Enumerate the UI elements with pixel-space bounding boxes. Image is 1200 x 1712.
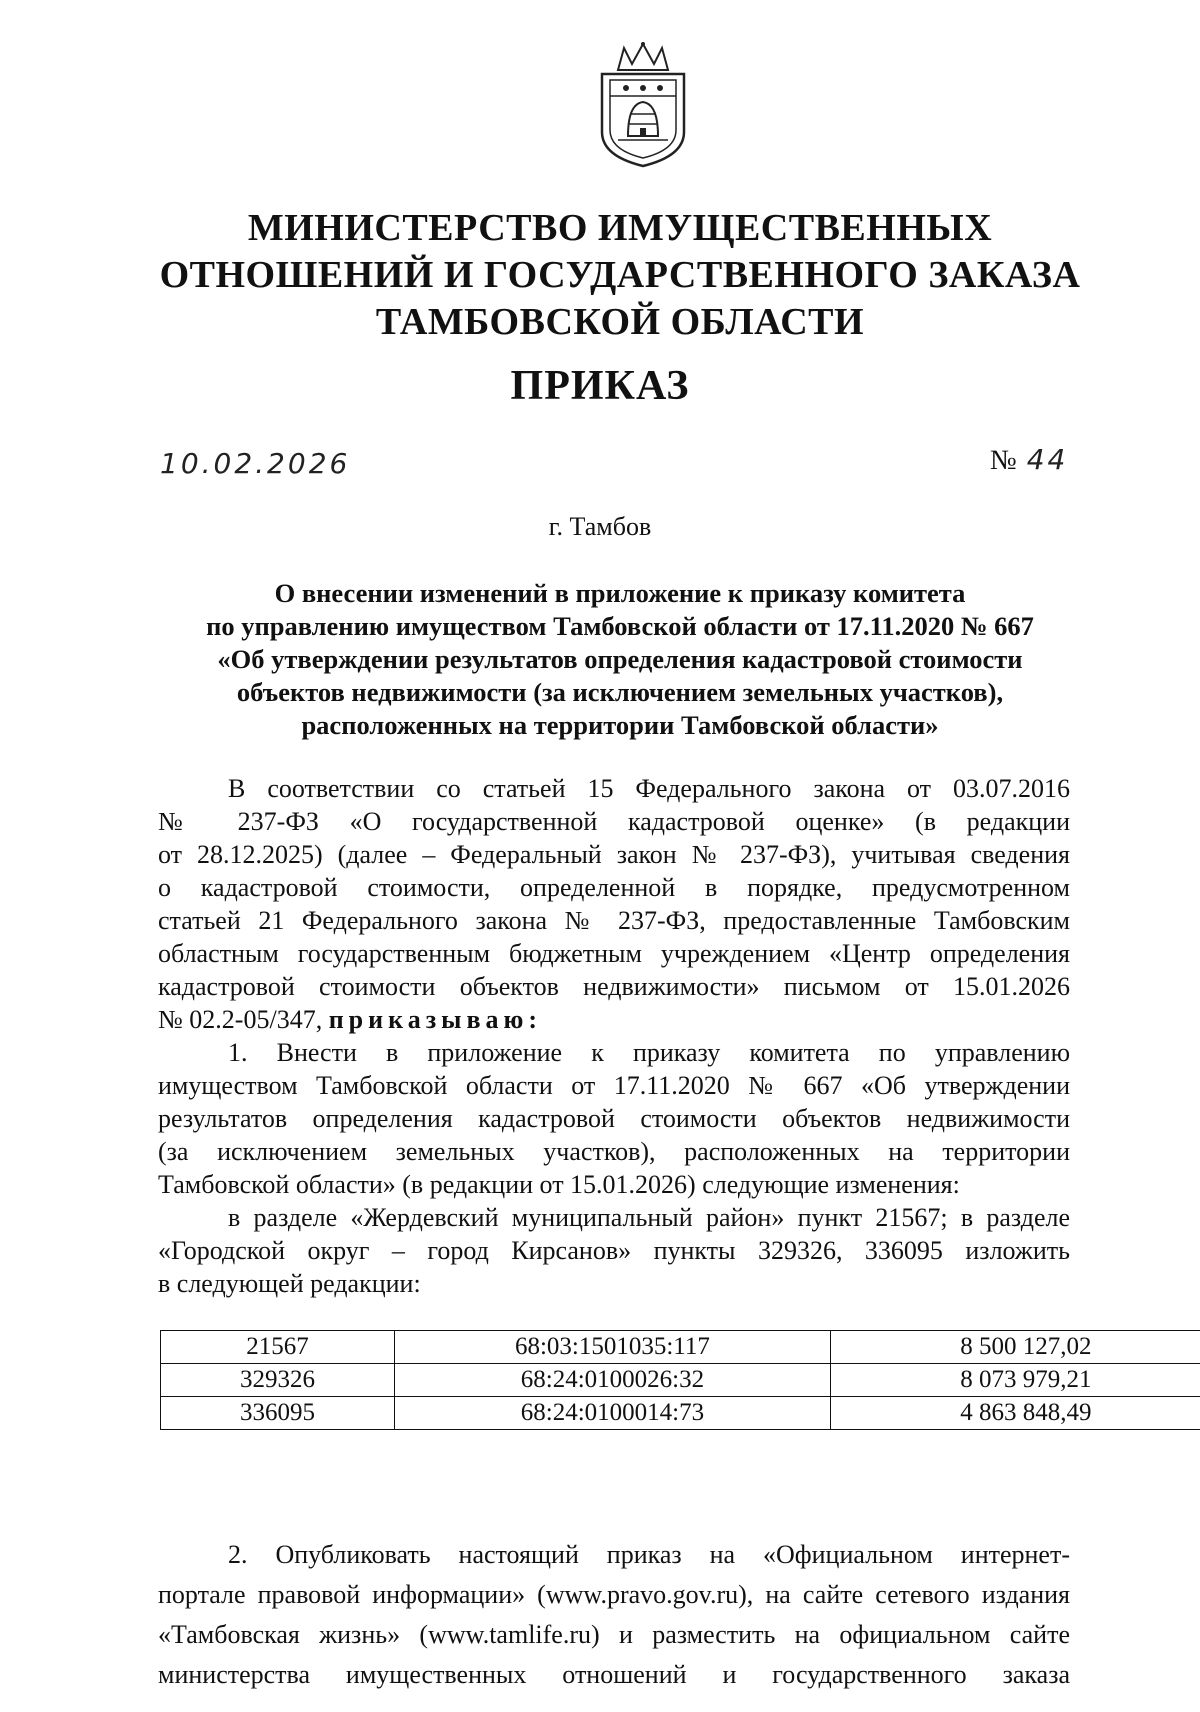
item1-line: (за исключением земельных участков), расположенных на территории [158,1137,1070,1166]
preamble-last-line [158,1003,1070,1036]
item1-sub-line: «Городской округ – город Кирсанов» пункты 329326, 336095 изложить [158,1236,1070,1265]
table-cell-cadastral-number: 68:24:0100014:73 [395,1397,831,1430]
table-cell-value: 8 073 979,21 [830,1364,1200,1397]
ministry-line: ОТНОШЕНИЙ И ГОСУДАРСТВЕННОГО ЗАКАЗА [159,254,1081,296]
item1-line: Тамбовской области» (в редакции от 15.01.2026) следующие изменения: [158,1170,960,1199]
ministry-name [150,205,1090,346]
preamble-line: о кадастровой стоимости, определенной в порядке, предусмотренном [158,873,1070,902]
number-sign: № [990,445,1017,476]
table-cell-item: 21567 [161,1331,395,1364]
subject-line: по управлению имуществом Тамбовской области от 17.11.2020 № 667 [206,611,1034,641]
table-row [161,1364,1200,1397]
subject-line: расположенных на территории Тамбовской области» [301,710,939,740]
ministry-line: МИНИСТЕРСТВО ИМУЩЕСТВЕННЫХ [247,207,993,249]
item1-line: 1. Внести в приложение к приказу комитета по управлению [228,1038,1070,1067]
order-subject [150,577,1090,742]
cadastral-value-table [160,1330,1200,1430]
item1-sub-line: в следующей редакции: [158,1269,421,1298]
coat-of-arms-emblem [588,40,698,170]
table-cell-cadastral-number: 68:03:1501035:117 [395,1331,831,1364]
document-type-title: ПРИКАЗ [510,363,690,409]
preamble-line: В соответствии со статьей 15 Федерального закона от 03.07.2016 [228,774,1070,803]
item1-line: имуществом Тамбовской области от 17.11.2020 № 667 «Об утверждении [158,1071,1070,1100]
handwritten-number: 44 [1026,443,1069,476]
ministry-line: ТАМБОВСКОЙ ОБЛАСТИ [375,301,865,343]
order-number [990,443,1068,477]
item1-sub-line: в разделе «Жердевский муниципальный район» пункт 21567; в разделе [228,1203,1070,1232]
table-cell-value: 8 500 127,02 [830,1331,1200,1364]
city-label: г. Тамбов [548,512,652,541]
item1-line: результатов определения кадастровой стоимости объектов недвижимости [158,1104,1070,1133]
preamble-line: областным государственным бюджетным учреждением «Центр определения [158,939,1070,968]
table-cell-value: 4 863 848,49 [830,1397,1200,1430]
subject-line: объектов недвижимости (за исключением земельных участков), [236,677,1004,707]
item2-paragraph [158,1535,1070,1695]
preamble-line: кадастровой стоимости объектов недвижимости» письмом от 15.01.2026 [158,972,1070,1001]
subject-line: «Об утверждении результатов определения кадастровой стоимости [217,644,1023,674]
table-cell-item: 329326 [161,1364,395,1397]
preamble-line: № 237-ФЗ «О государственной кадастровой оценке» (в редакции [158,807,1070,836]
table-row [161,1397,1200,1430]
item2-line: 2. Опубликовать настоящий приказ на «Официальном интернет- [228,1540,1070,1569]
handwritten-date: 10.02.2026 [160,447,351,480]
preamble-line: статьей 21 Федерального закона № 237-ФЗ, предоставленные Тамбовским [158,906,1070,935]
table-cell-cadastral-number: 68:24:0100026:32 [395,1364,831,1397]
item2-line: министерства имущественных отношений и государственного заказа [158,1660,1070,1689]
letter-reference: № 02.2-05/347, [158,1005,323,1034]
item2-line: «Тамбовская жизнь» (www.tamlife.ru) и разместить на официальном сайте [158,1620,1070,1649]
subject-line: О внесении изменений в приложение к приказу комитета [274,578,966,608]
order-word: приказываю: [328,1005,543,1034]
item2-line: портале правовой информации» (www.pravo.gov.ru), на сайте сетевого издания [158,1580,1070,1609]
table-cell-item: 336095 [161,1397,395,1430]
table-row [161,1331,1200,1364]
order-body [158,772,1070,1300]
preamble-line: от 28.12.2025) (далее – Федеральный закон № 237-ФЗ), учитывая сведения [158,840,1070,869]
